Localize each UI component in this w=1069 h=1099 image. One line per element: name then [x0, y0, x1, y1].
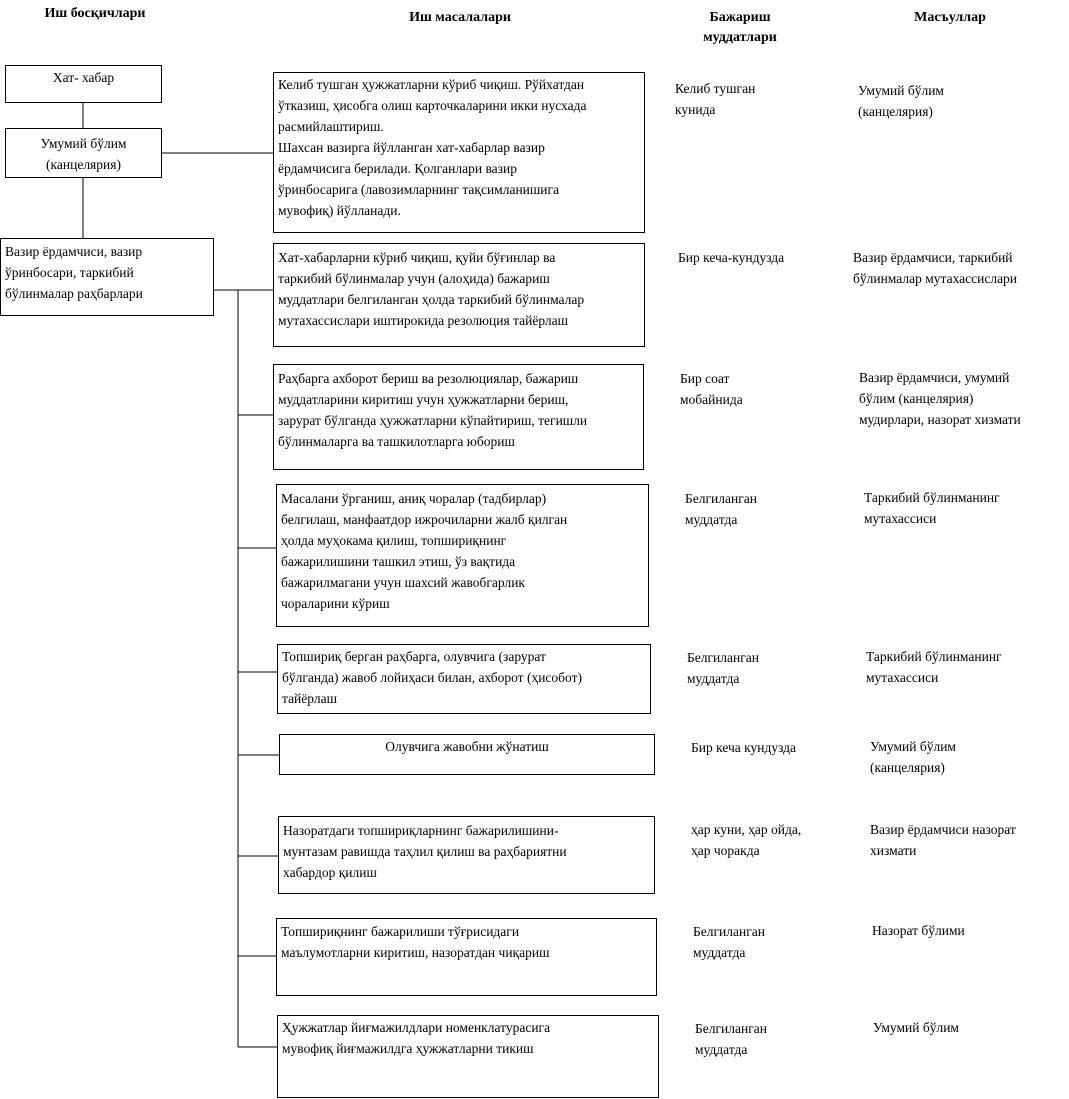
responsible-cell: Вазир ёрдамчиси назорат хизмати	[870, 822, 1016, 858]
deadline-cell: Келиб тушган кунида	[675, 81, 756, 117]
deadline-cell: Бир кеча-кундузда	[678, 250, 785, 265]
header-deadlines: Бажариш муддатлари	[703, 10, 777, 45]
responsible-cell: Умумий бўлим	[873, 1020, 959, 1035]
task-box: Топшириқ берган раҳбарга, олувчига (зарурат бўлганда) жавоб лойиҳаси билан, ахборот (ҳисобот) тайёрлаш	[277, 644, 651, 714]
responsible-cell: Таркибий бўлинманинг мутахассиси	[866, 649, 1002, 685]
responsible-cell: Назорат бўлими	[872, 923, 965, 938]
deadline-cell: Белгиланган муддатда	[695, 1021, 767, 1057]
header-tasks: Иш масалалари	[409, 10, 511, 25]
deadline-cell: Белгиланган муддатда	[685, 491, 757, 527]
task-box: Масалани ўрганиш, аниқ чоралар (тадбирлар) белгилаш, манфаатдор ижрочиларни жалб қилган ҳолда муҳокама қилиш, топшириқнинг бажарилишини ташкил этиш, ўз вақтида бажарилмагани учун шахсий жавобгарлик чораларини кўриш	[276, 484, 649, 627]
task-box: Раҳбарга ахборот бериш ва резолюциялар, бажариш муддатларини киритиш учун ҳужжатларни бериш, зарурат бўлганда ҳужжатларни кўпайтириш, тегишли бўлинмаларга ва ташкилотларга юбориш	[273, 364, 644, 470]
responsible-cell: Таркибий бўлинманинг мутахассиси	[864, 490, 1000, 526]
header-stages: Иш босқичлари	[44, 6, 146, 21]
responsible-cell: Вазир ёрдамчиси, таркибий бўлинмалар мутахассислари	[853, 250, 1018, 286]
task-box: Келиб тушган ҳужжатларни кўриб чиқиш. Рўйхатдан ўтказиш, ҳисобга олиш карточкаларини икки нусхада расмийлаштириш. Шахсан вазирга йўлланган хат-хабарлар вазир ёрдамчисига берилади. Қолганлари вазир ўринбосарига (лавозимларнинг тақсимланишига мувофиқ) йўлланади.	[273, 72, 645, 233]
header-responsible: Масъуллар	[914, 10, 986, 25]
stage-box-correspondence: Хат- хабар	[5, 65, 162, 103]
task-box: Назоратдаги топшириқларнинг бажарилишини- мунтазам равишда таҳлил қилиш ва раҳбариятни хабардор қилиш	[278, 816, 655, 894]
task-box: Олувчига жавобни жўнатиш	[279, 734, 655, 775]
responsible-cell: Умумий бўлим (канцелярия)	[858, 83, 944, 119]
deadline-cell: Белгиланган муддатда	[687, 650, 759, 686]
responsible-cell: Умумий бўлим (канцелярия)	[870, 739, 956, 775]
stage-box-general-department: Умумий бўлим (канцелярия)	[5, 128, 162, 178]
task-box: Хат-хабарларни кўриб чиқиш, қуйи бўғинлар ва таркибий бўлинмалар учун (алоҳида) бажариш муддатлари белгиланган ҳолда таркибий бўлинмалар мутахассислари иштирокида резолюция тайёрлаш	[273, 243, 645, 347]
deadline-cell: Бир соат мобайнида	[680, 371, 743, 407]
deadline-cell: Бир кеча кундузда	[691, 740, 797, 755]
stage-box-leadership: Вазир ёрдамчиси, вазир ўринбосари, таркибий бўлинмалар раҳбарлари	[0, 238, 214, 316]
deadline-cell: ҳар куни, ҳар ойда, ҳар чоракда	[691, 822, 802, 858]
task-box: Топшириқнинг бажарилиши тўғрисидаги маълумотларни киритиш, назоратдан чиқариш	[276, 918, 657, 996]
deadline-cell: Белгиланган муддатда	[693, 924, 765, 960]
task-box: Ҳужжатлар йиғмажилдлари номенклатурасига мувофиқ йиғмажилдга ҳужжатларни тикиш	[277, 1015, 659, 1098]
responsible-cell: Вазир ёрдамчиси, умумий бўлим (канцелярия) мудирлари, назорат хизмати	[859, 370, 1021, 427]
